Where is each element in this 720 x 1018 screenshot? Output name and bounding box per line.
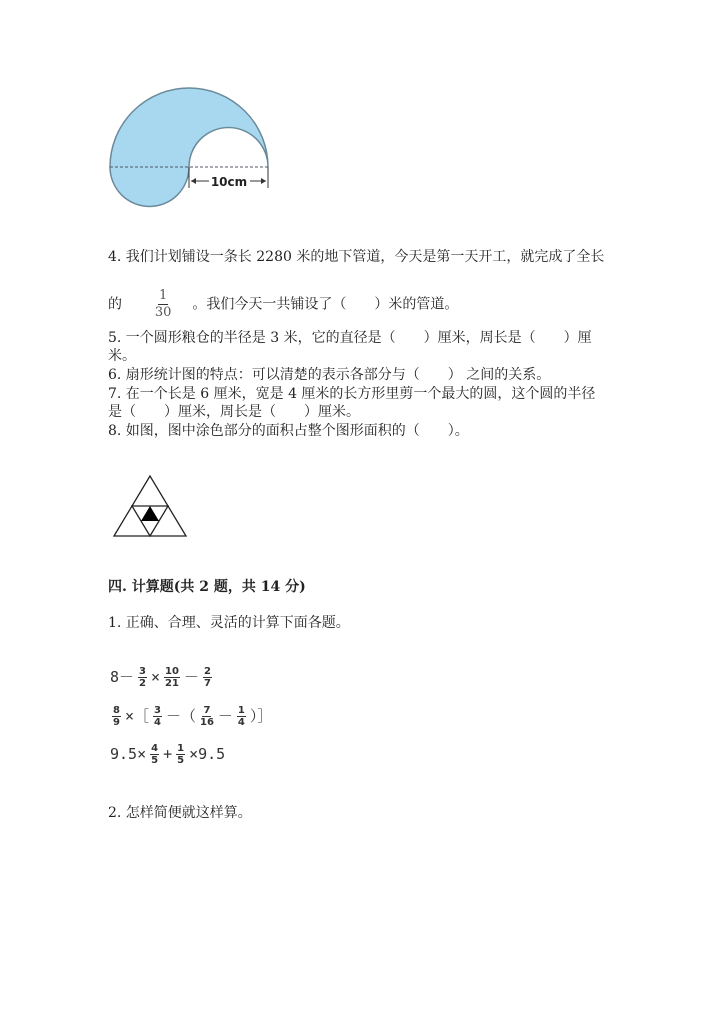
fraction-1-30: $\frac{1}{30}$: [154, 288, 172, 320]
question-5-line1: 5. 一个圆形粮仓的半径是 3 米，它的直径是（ ）厘米，周长是（ ）厘: [108, 330, 592, 346]
q4-post: 。我们今天一共铺设了（ ）米的管道。: [192, 296, 459, 313]
question-8: 8. 如图，图中涂色部分的面积占整个图形面积的（ ）。: [108, 423, 469, 439]
calc-expression-2: $\frac{8}{9}$ ×［ $\frac{3}{4}$ －（ $\frac{7}{16}$ － $\frac{1}{4}$ ）］: [113, 705, 273, 728]
question-7-line2: 是（ ）厘米，周长是（ ）厘米。: [108, 404, 360, 420]
section-4-title: 四. 计算题(共 2 题，共 14 分): [108, 579, 306, 595]
question-4-line2: [108, 288, 458, 321]
calc-expression-1: 8－ $\frac{3}{2}$ × $\frac{10}{21}$ － $\frac{2}{7}$: [110, 666, 211, 689]
question-4-line1: 4. 我们计划铺设一条长 2280 米的地下管道，今天是第一天开工，就完成了全长: [108, 249, 605, 265]
question-5-line2: 米。: [108, 348, 136, 364]
calc-expression-3: 9.5× $\frac{4}{5}$ + $\frac{1}{5}$ ×9.5: [110, 743, 226, 766]
shaded-semicircle-figure: [100, 80, 290, 220]
triangle-figure: [112, 474, 188, 538]
q4-pre: 的: [108, 296, 122, 313]
question-6: 6. 扇形统计图的特点：可以清楚的表示各部分与（ ） 之间的关系。: [108, 367, 551, 383]
figure-dimension-label: 10cm: [210, 175, 248, 189]
calc-question-2: 2. 怎样简便就这样算。: [108, 805, 252, 821]
question-7-line1: 7. 在一个长是 6 厘米，宽是 4 厘米的长方形里剪一个最大的圆，这个圆的半径: [108, 386, 596, 402]
calc-question-1: 1. 正确、合理、灵活的计算下面各题。: [108, 615, 350, 631]
